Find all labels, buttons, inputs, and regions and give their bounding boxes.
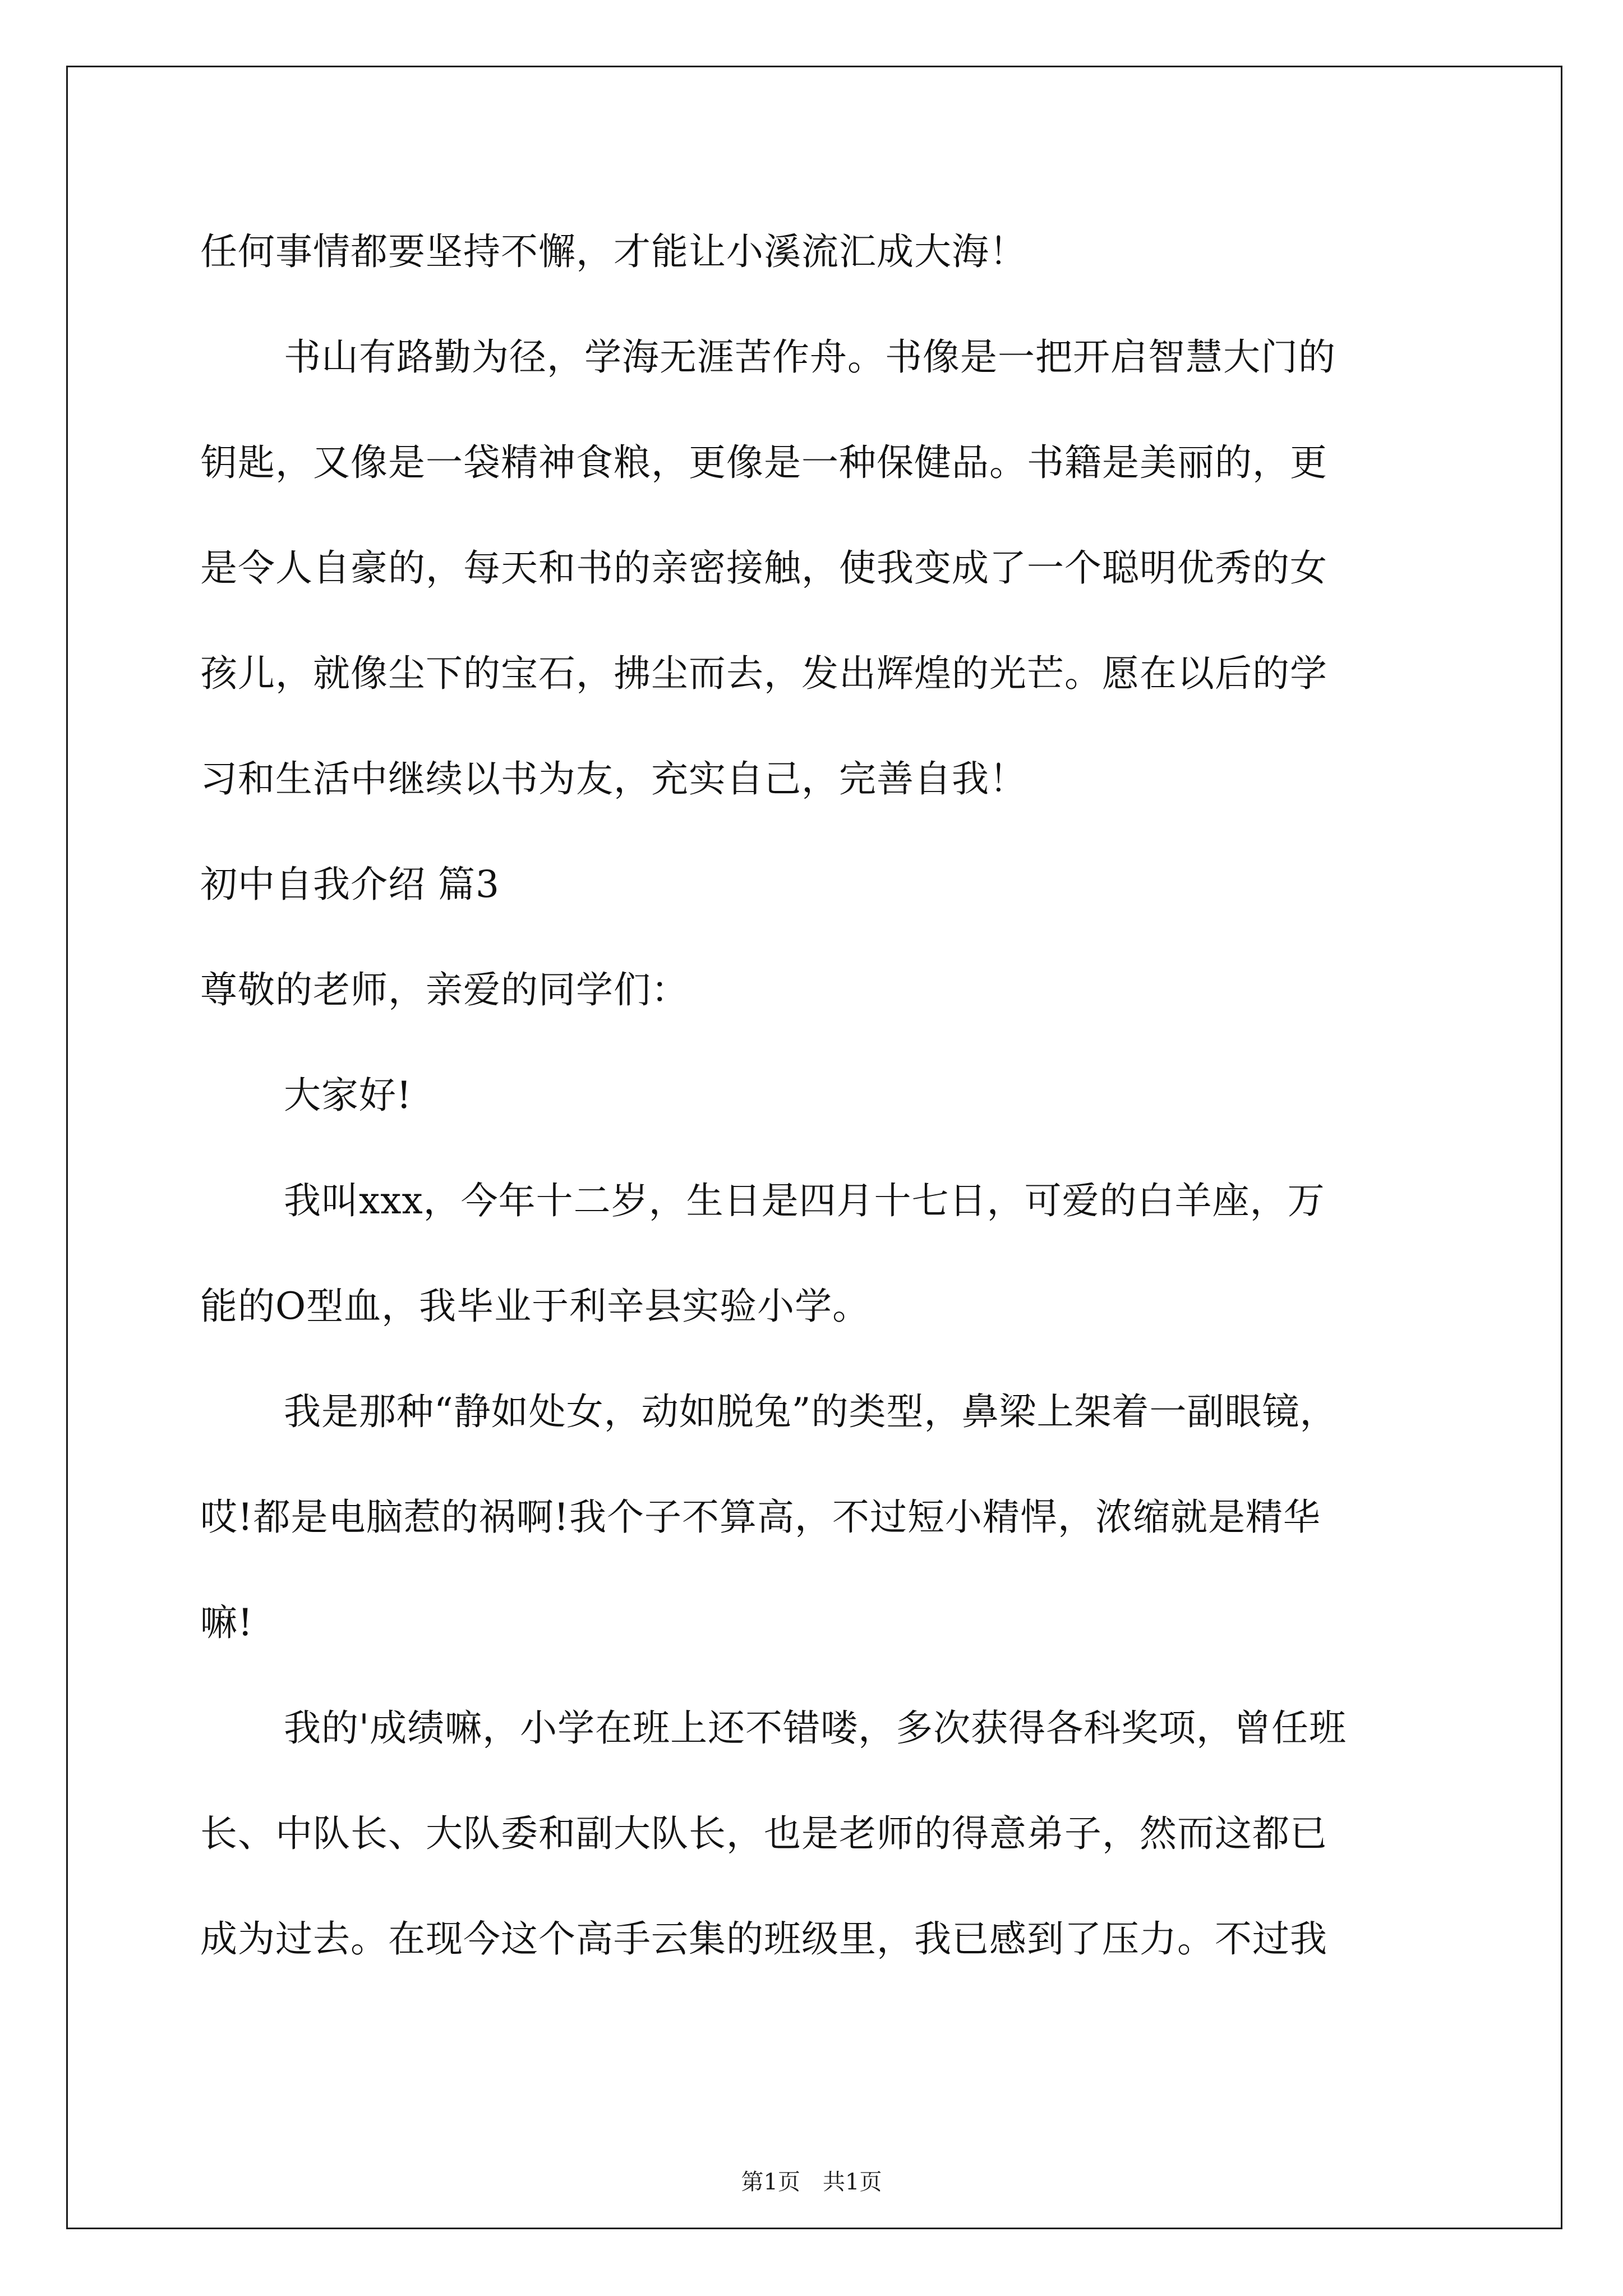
page-footer: 第1页 共1页 xyxy=(741,2169,882,2195)
text-line: 钥匙，又像是一袋精神食粮，更像是一种保健品。书籍是美丽的，更 xyxy=(200,441,1327,484)
text-line: 任何事情都要坚持不懈，才能让小溪流汇成大海！ xyxy=(200,230,1027,273)
text-line: 长、中队长、大队委和副大队长，也是老师的得意弟子，然而这都已 xyxy=(200,1812,1327,1855)
text-line: 能的O型血，我毕业于利辛县实验小学。 xyxy=(200,1285,870,1328)
text-line: 书山有路勤为径，学海无涯苦作舟。书像是一把开启智慧大门的 xyxy=(284,335,1336,379)
salutation: 尊敬的老师，亲爱的同学们： xyxy=(200,968,689,1011)
text-line: 习和生活中继续以书为友，充实自己，完善自我！ xyxy=(200,757,1027,800)
text-line: 我是那种“静如处女，动如脱兔”的类型，鼻梁上架着一副眼镜， xyxy=(284,1390,1338,1433)
text-line: 孩儿，就像尘下的宝石，拂尘而去，发出辉煌的光芒。愿在以后的学 xyxy=(200,652,1327,695)
text-line: 嘛! xyxy=(200,1601,253,1644)
section-heading: 初中自我介绍 篇3 xyxy=(200,863,500,906)
greeting: 大家好! xyxy=(284,1074,412,1117)
text-line: 是令人自豪的，每天和书的亲密接触，使我变成了一个聪明优秀的女 xyxy=(200,546,1327,590)
text-line: 成为过去。在现今这个高手云集的班级里，我已感到了压力。不过我 xyxy=(200,1917,1327,1961)
text-line: 我的'成绩嘛，小学在班上还不错喽，多次获得各科奖项，曾任班 xyxy=(284,1706,1347,1750)
text-line: 哎!都是电脑惹的祸啊!我个子不算高，不过短小精悍，浓缩就是精华 xyxy=(200,1496,1321,1539)
text-line: 我叫xxx，今年十二岁，生日是四月十七日，可爱的白羊座，万 xyxy=(284,1179,1325,1222)
document-body xyxy=(200,210,1434,2003)
